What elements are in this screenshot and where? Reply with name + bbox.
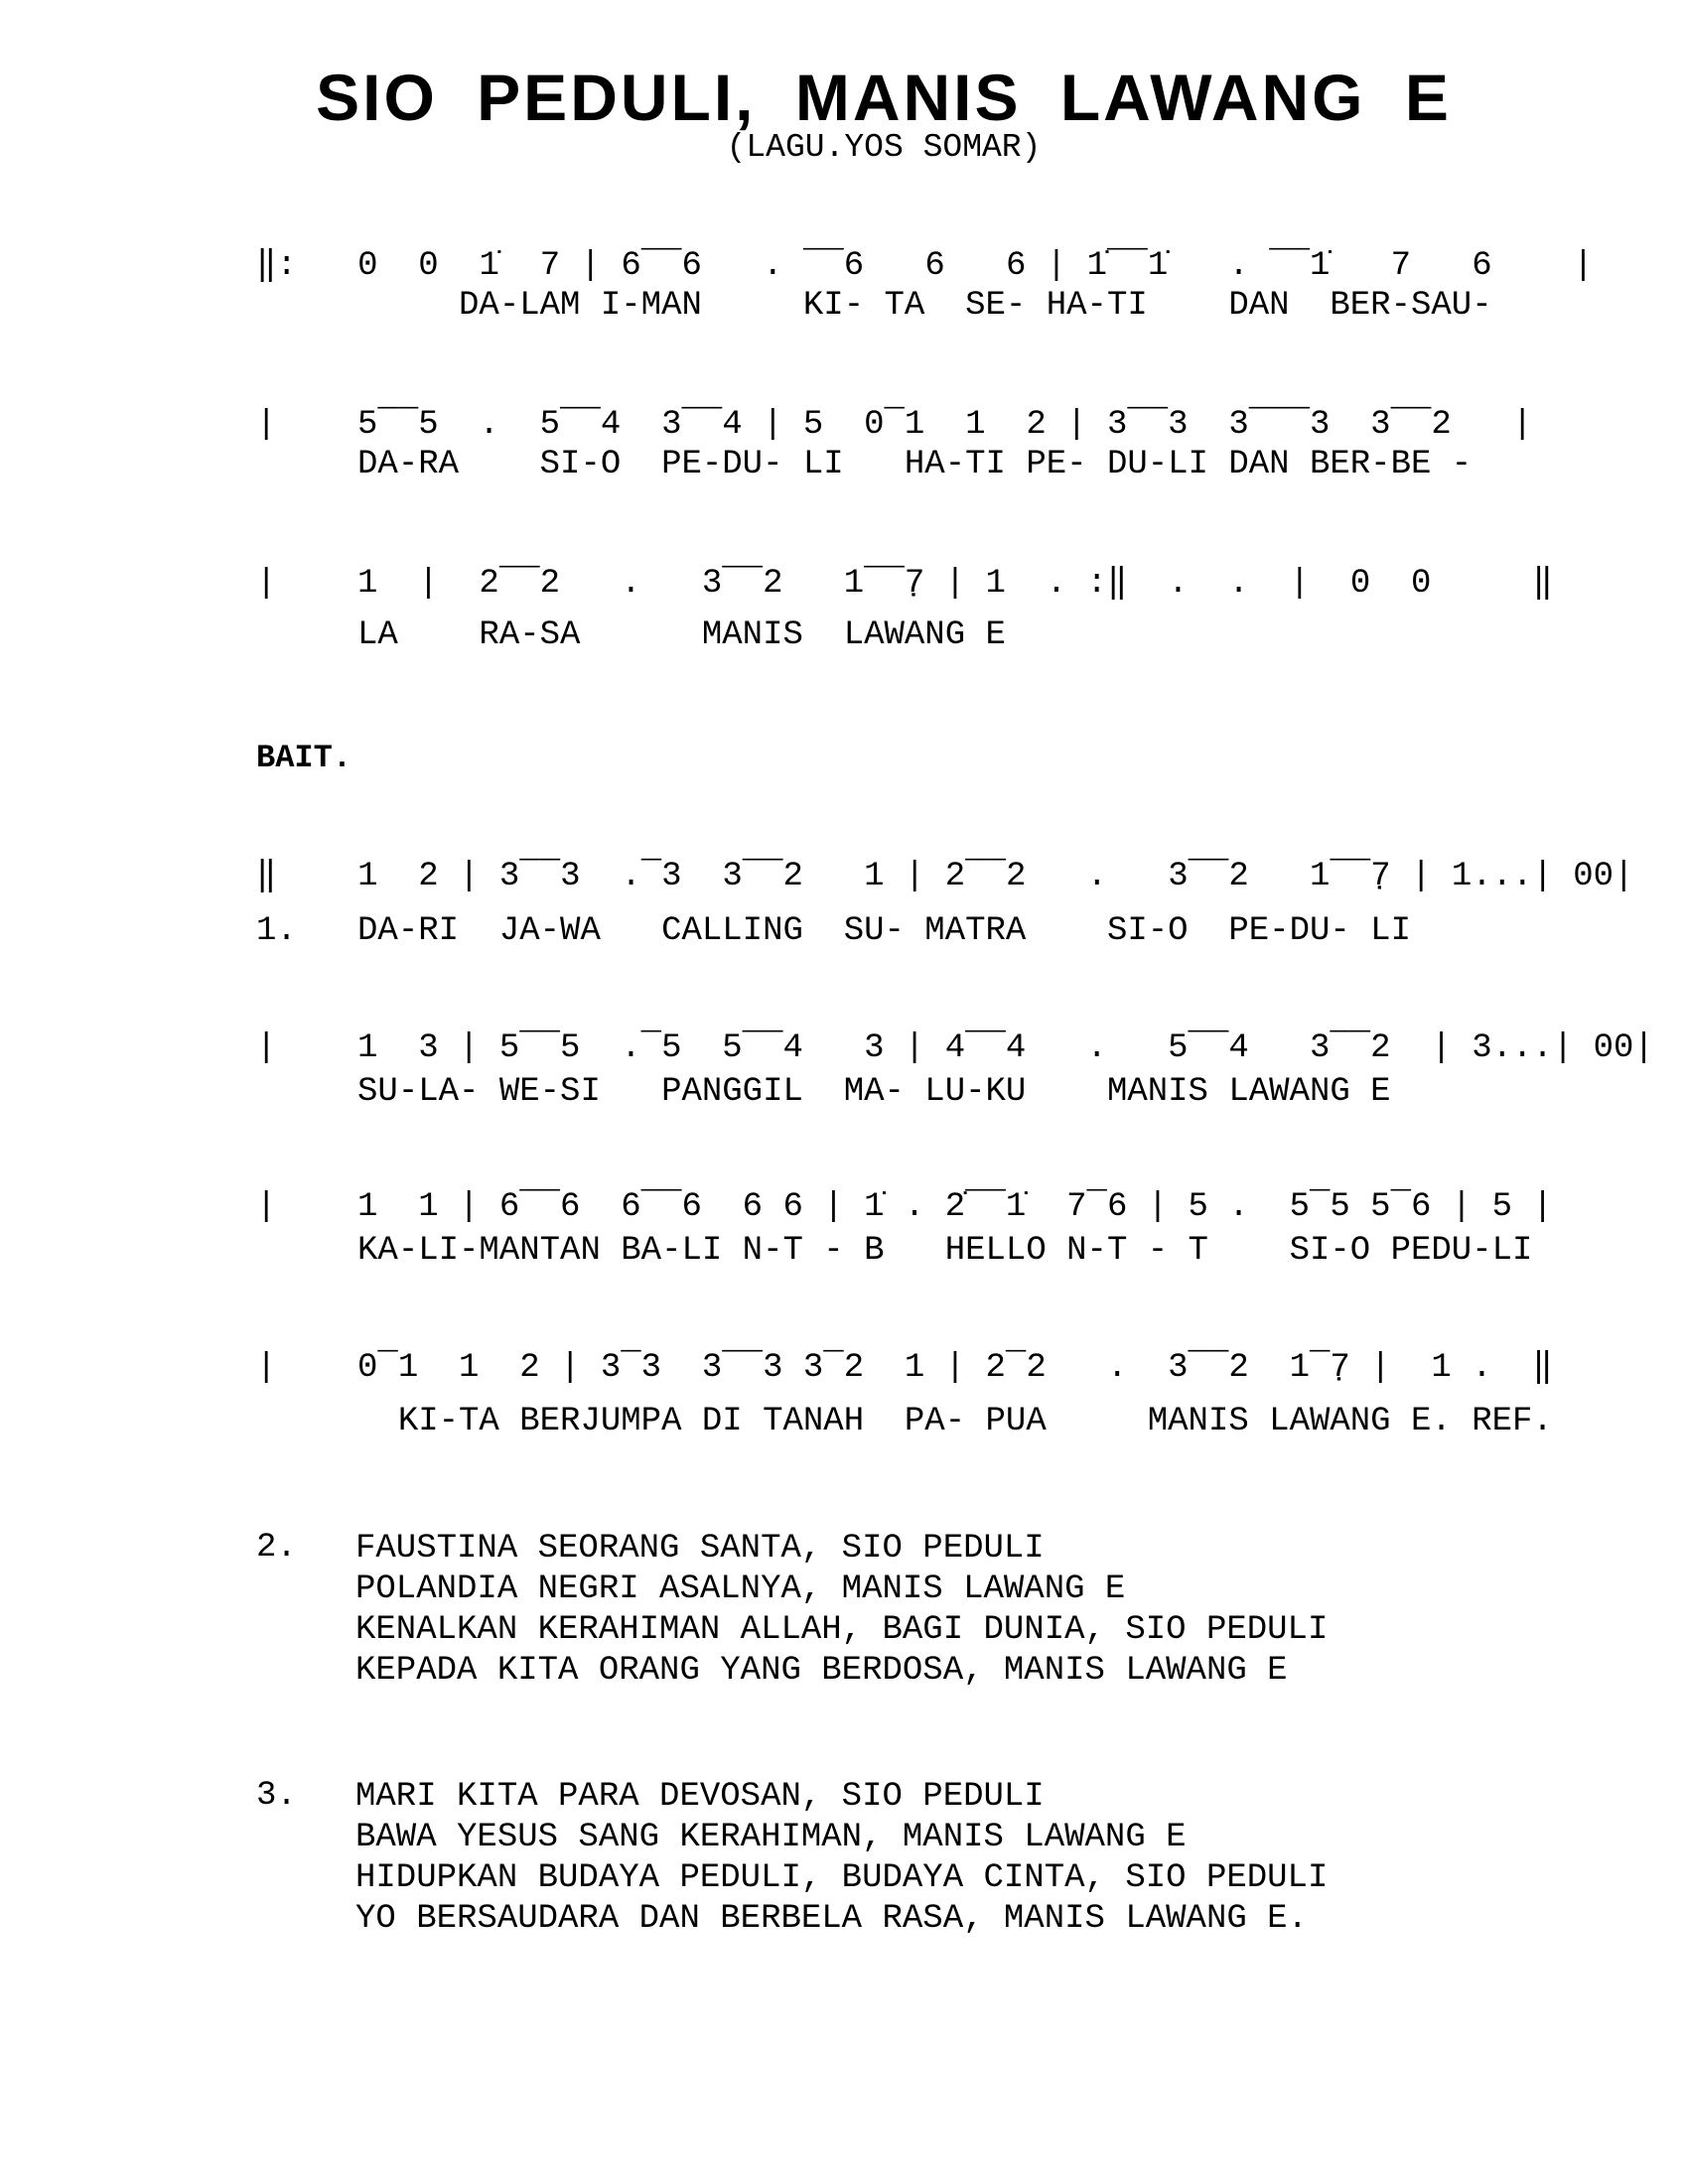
verse-3-line-1: MARI KITA PARA DEVOSAN, SIO PEDULI: [355, 1778, 1045, 1816]
refrain-lyrics-line-3: LA RA-SA MANIS LAWANG E: [256, 616, 1006, 654]
verse-3-line-2: BAWA YESUS SANG KERAHIMAN, MANIS LAWANG E: [355, 1819, 1187, 1856]
bait-lyrics-line-1: 1. DA-RI JA-WA CALLING SU- MATRA SI-O PE-DU- LI: [256, 912, 1411, 950]
bait-notes-line-2: | 1 3 | 5‾‾5 .‾5 5‾‾4 3 | 4‾‾4 . 5‾‾4 3‾‾2 | 3...| 00|: [256, 1029, 1654, 1067]
verse-2-line-1: FAUSTINA SEORANG SANTA, SIO PEDULI: [355, 1530, 1045, 1568]
refrain-notes-line-1: ‖: 0 0 1̇ 7 | 6‾‾6 . ‾‾6 6 6 | 1̇‾‾1̇ . ‾‾1̇ 7 6 |: [256, 247, 1594, 285]
verse-number-2: 2.: [256, 1529, 297, 1567]
song-title: SIO PEDULI, MANIS LAWANG E: [316, 61, 1452, 134]
refrain-lyrics-line-2: DA-RA SI-O PE-DU- LI HA-TI PE- DU-LI DAN BER-BE -: [256, 446, 1473, 483]
bait-notes-line-1: ‖ 1 2 | 3‾‾3 .‾3 3‾‾2 1 | 2‾‾2 . 3‾‾2 1‾‾7̣ | 1...| 00|: [256, 858, 1634, 895]
refrain-notes-line-2: | 5‾‾5 . 5‾‾4 3‾‾4 | 5 0‾1 1 2 | 3‾‾3 3‾‾‾3 3‾‾2 |: [256, 406, 1533, 444]
bait-notes-line-4: | 0‾1 1 2 | 3‾3 3‾‾3 3‾2 1 | 2‾2 . 3‾‾2 1‾7̣ | 1 . ‖: [256, 1349, 1553, 1387]
verse-3-line-4: YO BERSAUDARA DAN BERBELA RASA, MANIS LAWANG E.: [355, 1900, 1308, 1938]
verse-3-text: [355, 1777, 1328, 1940]
verse-2-line-4: KEPADA KITA ORANG YANG BERDOSA, MANIS LAWANG E: [355, 1652, 1288, 1690]
bait-lyrics-line-3: KA-LI-MANTAN BA-LI N-T - B HELLO N-T - T SI-O PEDU-LI: [256, 1232, 1533, 1270]
bait-notes-line-3: | 1 1 | 6‾‾6 6‾‾6 6 6 | 1̇ . 2̇‾‾1̇ 7‾6 | 5 . 5‾5 5‾6 | 5 |: [256, 1188, 1553, 1226]
refrain-lyrics-line-1: DA-LAM I-MAN KI- TA SE- HA-TI DAN BER-SAU-: [256, 287, 1492, 325]
bait-lyrics-line-2: SU-LA- WE-SI PANGGIL MA- LU-KU MANIS LAWANG E: [256, 1073, 1391, 1111]
refrain-notes-line-3: | 1 | 2‾‾2 . 3‾‾2 1‾‾7̣ | 1 . :‖ . . | 0 0 ‖: [256, 565, 1553, 603]
bait-lyrics-line-4: KI-TA BERJUMPA DI TANAH PA- PUA MANIS LAWANG E. REF.: [256, 1403, 1553, 1440]
song-composer: (LAGU.YOS SOMAR): [726, 129, 1042, 166]
verse-2-line-2: POLANDIA NEGRI ASALNYA, MANIS LAWANG E: [355, 1570, 1126, 1608]
bait-heading: BAIT.: [256, 740, 352, 776]
verse-2-text: [355, 1529, 1328, 1692]
verse-3-line-3: HIDUPKAN BUDAYA PEDULI, BUDAYA CINTA, SIO PEDULI: [355, 1859, 1329, 1897]
verse-2-line-3: KENALKAN KERAHIMAN ALLAH, BAGI DUNIA, SIO PEDULI: [355, 1611, 1329, 1649]
verse-number-3: 3.: [256, 1777, 297, 1815]
